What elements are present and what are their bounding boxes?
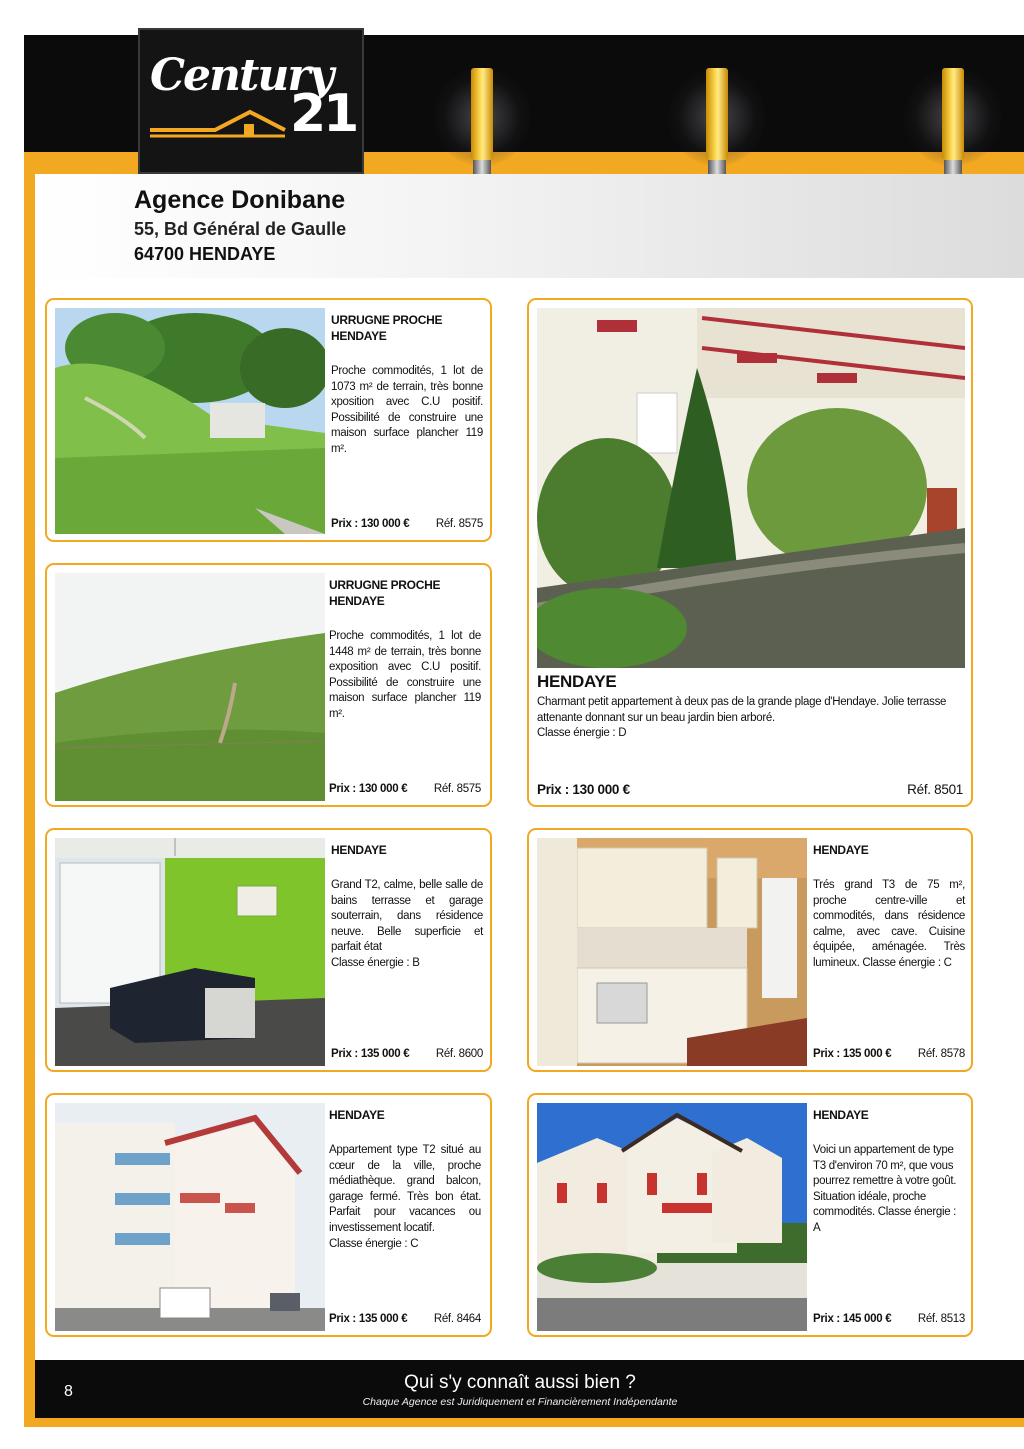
listing-title: HENDAYE [537, 672, 617, 691]
listing-title: URRUGNE PROCHE HENDAYE [331, 313, 443, 343]
listing-ref: Réf. 8600 [435, 1048, 483, 1060]
listing-price: Prix : 130 000 € [331, 518, 410, 530]
listing-description: Voici un appartement de type T3 d'environ 70 m², que vous pourrez remettre à votre goût. Situation idéale, proche commodités. Classe énergie : A [813, 1144, 957, 1234]
property-photo [55, 573, 325, 801]
listing-description: Appartement type T2 situé au cœur de la ville, proche médiathèque. grand balcon, garage fermé. Très bon état. Parfait pour vacances ou investissement locatif. [329, 1144, 481, 1234]
listing-card-featured[interactable] [527, 298, 973, 807]
agency-name: Agence Donibane [134, 186, 346, 214]
property-photo [537, 838, 807, 1066]
footer-slogan: Qui s'y connaît aussi bien ? [404, 1372, 636, 1393]
property-photo [537, 308, 965, 668]
listing-card[interactable] [45, 298, 492, 542]
agency-street: 55, Bd Général de Gaulle [134, 219, 347, 239]
listing-description: Proche commodités, 1 lot de 1448 m² de terrain, très bonne exposition avec C.U positif. Possibilité de construire une maison surface plancher 119 m². [329, 630, 481, 720]
listing-price: Prix : 135 000 € [331, 1048, 410, 1060]
listing-title: HENDAYE [329, 1108, 385, 1122]
listing-title: HENDAYE [813, 1108, 869, 1122]
listing-price: Prix : 130 000 € [537, 782, 630, 797]
listing-energy-class: Classe énergie : B [331, 957, 420, 969]
left-accent-bar [24, 174, 35, 1360]
listing-description: Grand T2, calme, belle salle de bains terrasse et garage souterrain, dans résidence neuve. Belle superficie et parfait état [331, 879, 483, 953]
property-photo [55, 308, 325, 534]
listing-card[interactable] [45, 1093, 492, 1337]
listing-description: Charmant petit appartement à deux pas de la grande plage d'Hendaye. Jolie terrasse attenante donnant sur un beau jardin bien arboré. [537, 696, 947, 724]
listing-card[interactable] [527, 828, 973, 1072]
listing-ref: Réf. 8513 [917, 1313, 965, 1325]
agency-city: 64700 HENDAYE [134, 244, 276, 264]
listing-energy-class: Classe énergie : D [537, 727, 627, 739]
listing-price: Prix : 135 000 € [813, 1048, 892, 1060]
listing-card[interactable] [45, 563, 492, 807]
listing-title: HENDAYE [331, 843, 387, 857]
listing-price: Prix : 130 000 € [329, 783, 408, 795]
listing-card[interactable] [45, 828, 492, 1072]
page-number: 8 [64, 1383, 73, 1400]
listing-ref: Réf. 8578 [917, 1048, 965, 1060]
listing-title: HENDAYE [813, 843, 869, 857]
listing-energy-class: Classe énergie : C [329, 1238, 419, 1250]
logo-wordmark: Century [150, 50, 333, 101]
footer-bottom-accent [24, 1418, 1024, 1427]
property-photo [55, 1103, 325, 1331]
property-photo [537, 1103, 807, 1331]
listing-price: Prix : 145 000 € [813, 1313, 892, 1325]
footer-accent [24, 1360, 35, 1418]
listing-ref: Réf. 8501 [907, 782, 963, 797]
listing-ref: Réf. 8575 [435, 518, 483, 530]
listing-ref: Réf. 8575 [433, 783, 481, 795]
listing-price: Prix : 135 000 € [329, 1313, 408, 1325]
footer-subtitle: Chaque Agence est Juridiquement et Financièrement Indépendante [362, 1396, 678, 1408]
listing-ref: Réf. 8464 [433, 1313, 481, 1325]
listing-card[interactable] [527, 1093, 973, 1337]
property-photo [55, 838, 325, 1066]
logo-number: 21 [290, 84, 357, 144]
listing-description: Trés grand T3 de 75 m², proche centre-ville et commodités, dans résidence calme, avec cave. Cuisine équipée, aménagée. Très lumineux. Classe énergie : C [813, 879, 965, 969]
listing-title: URRUGNE PROCHE HENDAYE [329, 578, 441, 608]
listing-description: Proche commodités, 1 lot de 1073 m² de terrain, très bonne xposition avec C.U positif. Possibilité de construire une maison surface plancher 119 m². [331, 365, 483, 455]
